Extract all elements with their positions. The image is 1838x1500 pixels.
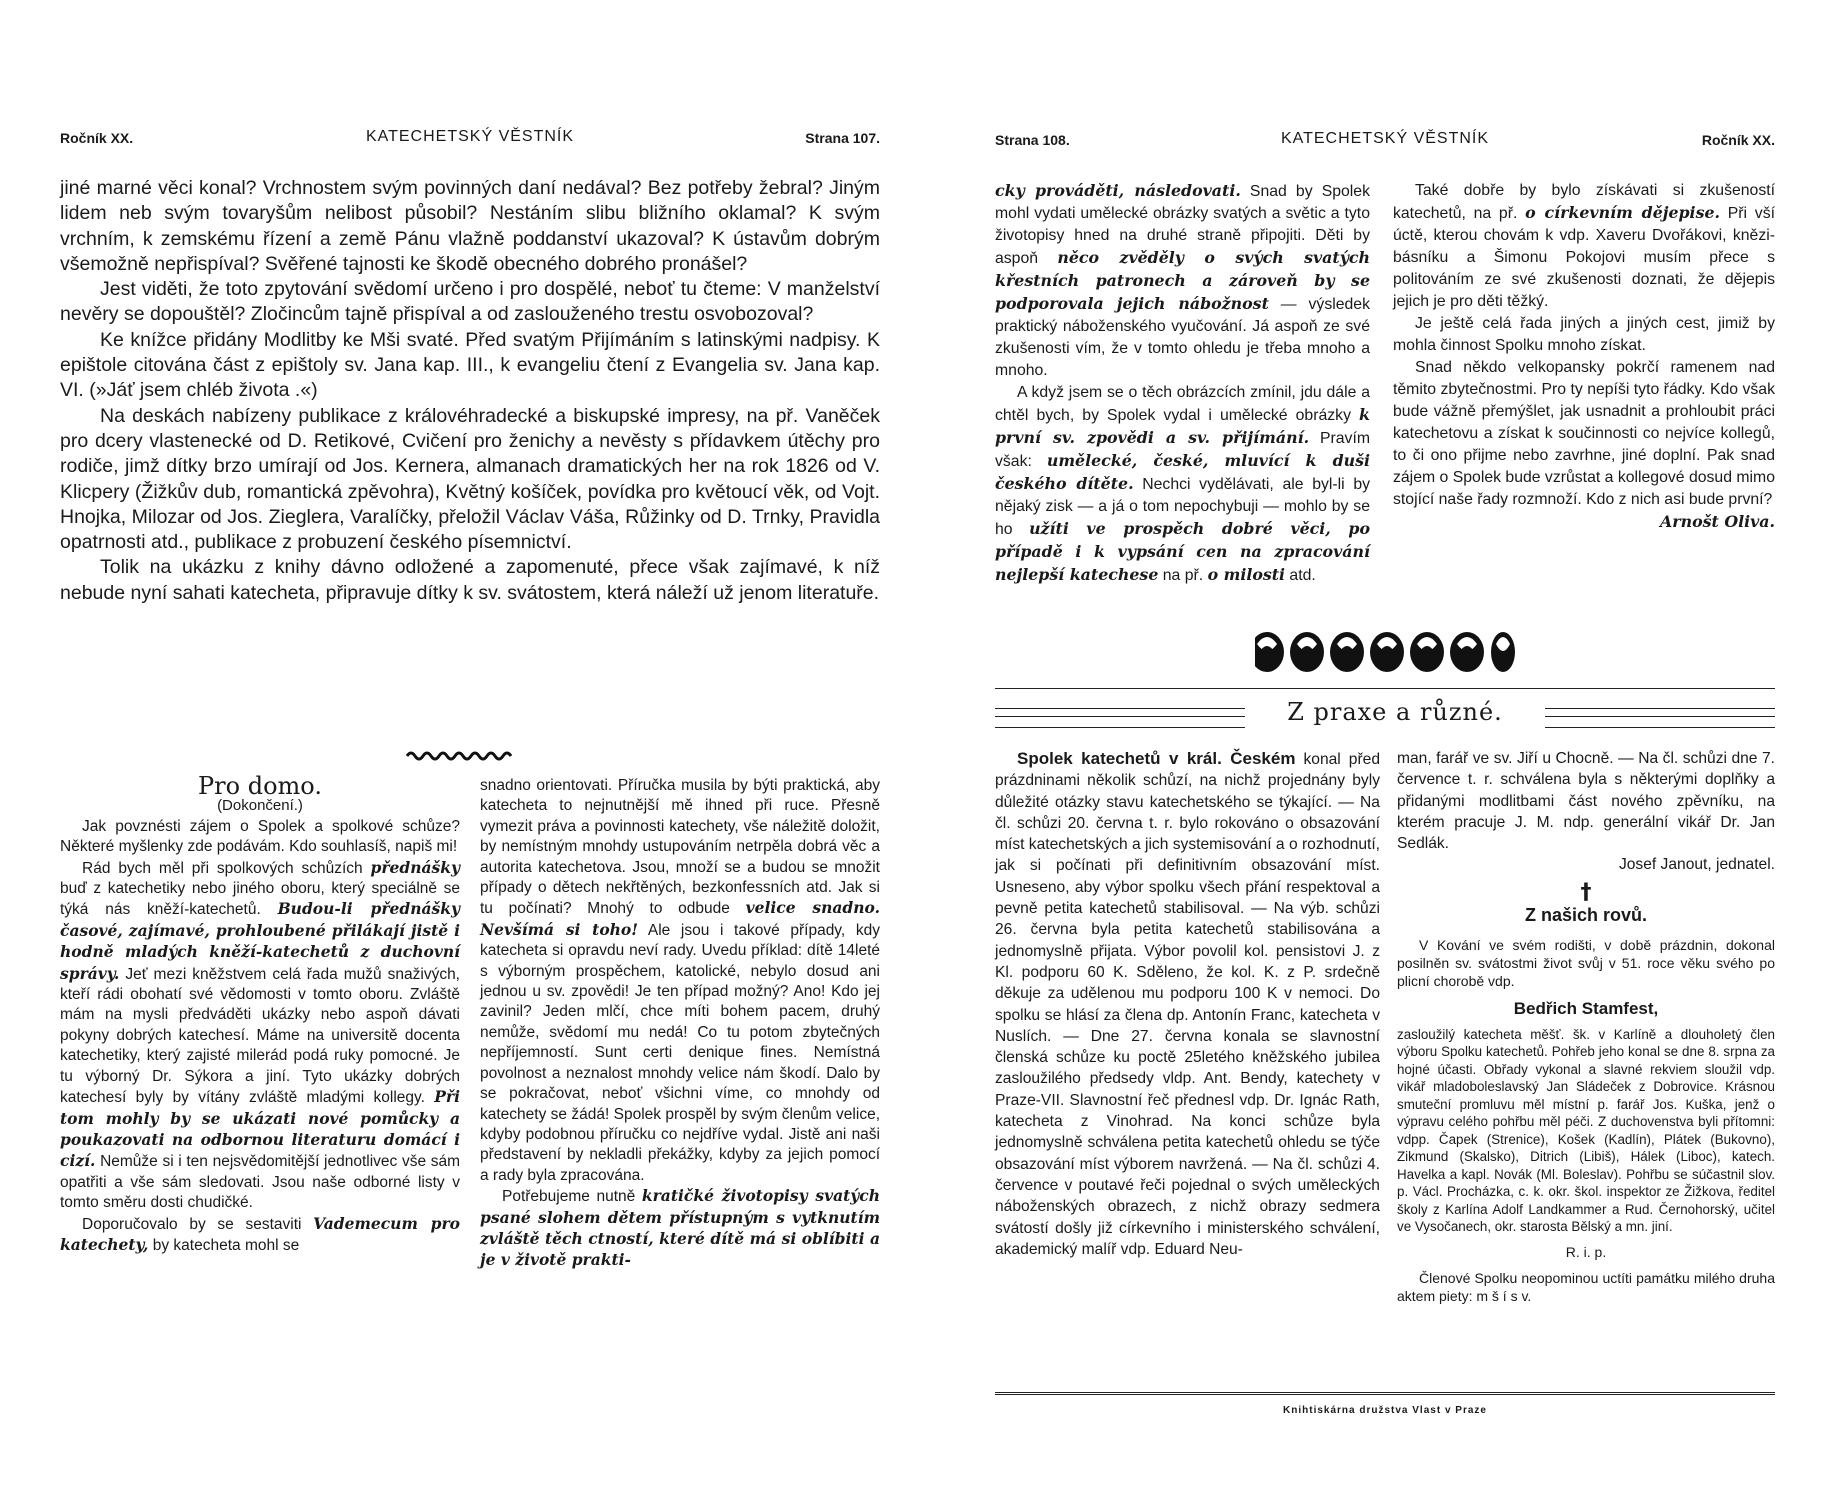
text: atd. xyxy=(1285,567,1316,584)
obituary-title: Z našich rovů. xyxy=(1524,905,1648,926)
text: Snad by Spolek mohl vydati umělecké obrázky svatých a světic a tyto životopisy hned na druhé straně připojiti. Děti by aspoň xyxy=(995,183,1370,267)
rip-text: R. i. p. xyxy=(1565,1243,1607,1260)
emphasis: o církevním dějepise. xyxy=(1525,203,1721,222)
footer-rule xyxy=(995,1392,1775,1395)
paragraph: Ke knížce přidány Modlitby ke Mši svaté. Před svatým Přijímáním s latinskými nadpisy. K epištole citována část z epištoly sv. Jana kap. III., k evangeliu čtení z Evangelia sv. Jana kap. VI. (»Jáť jsem chléb života .«) xyxy=(60,328,880,402)
cross-icon: † xyxy=(1580,879,1592,905)
text: Také dobře by bylo získávati si zkušeností katechetů, na př. xyxy=(1393,182,1775,222)
text: Při vší úctě, kterou chovám k vdp. Xaveru Dvořákovi, knězi-básníku a Šimonu Pokojovi musím přece s politováním ze své zkušenosti doznati, že dějepis jejich je pro děti těžký. xyxy=(1393,205,1775,310)
text: Potřebujeme nutně xyxy=(502,1188,642,1206)
wave-ornament xyxy=(405,749,515,763)
paragraph: V Kování ve svém rodišti, v době prázdnin, dokonal posilněn sv. svátostmi život svůj v 51. roce věku svého po plicní chorobě vdp. xyxy=(1397,937,1775,990)
text: Nechci vydělávati, ale byl-li by nějaký zisk — a já o tom nepochybuji — mohlo by se ho xyxy=(995,476,1370,538)
intro-text xyxy=(60,176,880,606)
news-col-1 xyxy=(995,748,1380,1260)
paragraph xyxy=(480,776,880,1186)
heading-rule-right xyxy=(1545,708,1775,728)
continuation-col-2 xyxy=(1393,180,1775,533)
emphasis: kratičké životopisy svatých psané slohem dětem přístupným s vytknutím zvláště těch ctností, které dítě má si oblíbiti a je v životě prakti- xyxy=(480,1186,880,1270)
printer-imprint: Knihtiskárna družstva Vlast v Praze xyxy=(1283,1405,1487,1416)
news-col-2 xyxy=(1397,748,1775,1305)
emphasis: užíti ve prospěch dobré věci, po případě i k vypsání cen na zpracování nejlepší katechese xyxy=(995,519,1370,584)
paragraph xyxy=(995,180,1370,382)
text: buď z katechetiky nebo jiného oboru, který speciálně se týká nás kněží-katechetů. xyxy=(60,880,460,919)
emphasis: něco zvěděly o svých svatých křestních patronech a zároveň by se podporovala jejich nábožnost xyxy=(995,248,1370,313)
paragraph: Na deskách nabízeny publikace z královéhradecké a biskupské impresy, na př. Vaněček pro dcery vlastenecké od D. Retikové, Cvičení pro ženichy a nevěsty s přídavkem útěchy pro rodiče, jimž dítky brzo umírají od Jos. Kernera, almanach dramatických her na rok 1826 od V. Klicpery (Žižkův dub, romantická zpěvohra), Květný košíček, povídka pro květoucí věk, od Vojt. Hnojka, Milozar od Jos. Zieglera, Varalíčky, přeložil Václav Váša, Růžinky od D. Trnky, Pravidla opatrnosti atd., publikace z probuzení českého písemnictví. xyxy=(60,404,880,554)
emphasis: umělecké, české, mluvící k duši českého dítěte. xyxy=(995,451,1370,493)
left-page xyxy=(60,0,880,1500)
journal-title: KATECHETSKÝ VĚSTNÍK xyxy=(1280,130,1490,147)
emphasis: velice snadno. Nevšímá si toho! xyxy=(480,898,880,939)
page-number: Strana 107. xyxy=(805,130,880,146)
emphasis: Vademecum pro katechety, xyxy=(60,1213,460,1254)
article-title: Pro domo. xyxy=(198,772,322,800)
running-header xyxy=(60,128,880,152)
article-subtitle: (Dokončení.) xyxy=(217,797,303,815)
emphasis: o milosti xyxy=(1207,565,1286,584)
secretary-signature: Josef Janout, jednatel. xyxy=(1618,856,1775,874)
emphasis: Budou-li přednášky časové, zajímavé, prohloubené přilákají jistě i hodně mladých kněží-katechetů z duchovní správy. xyxy=(60,899,460,983)
paragraph: Jak povznésti zájem o Spolek a spolkové schůze? Některé myšlenky zde podávám. Kdo souhlasíš, napiš mi! xyxy=(60,817,460,856)
right-page xyxy=(995,0,1775,1500)
paragraph xyxy=(480,1186,880,1272)
floral-ornament xyxy=(1255,622,1515,682)
paragraph xyxy=(60,858,460,1214)
deceased-name: Bedřich Stamfest, xyxy=(1513,999,1659,1019)
author-signature: Arnošt Oliva. xyxy=(1660,512,1775,531)
paragraph: Členové Spolku neopominou uctíti památku milého druha aktem piety: m š í s v. xyxy=(1397,1269,1775,1304)
paragraph: Tolik na ukázku z knihy dávno odložené a zapomenuté, přece však zajímavé, k níž nebude nyní sahati katecheta, připravuje dítky k sv. svátostem, která náleží už jenom literatuře. xyxy=(60,556,880,604)
text: Doporučovalo by se sestaviti xyxy=(82,1215,314,1233)
text: Rád bych měl při spolkových schůzích xyxy=(82,859,371,877)
text: na př. xyxy=(1158,567,1208,584)
paragraph xyxy=(1393,180,1775,313)
text: A když jsem se o těch obrázcích zmínil, jdu dále a chtěl bych, by Spolek vydal i umělecké obrázky xyxy=(995,384,1370,424)
emphasis: Při tom mohly by se ukázati nové pomůcky a poukazovati na odbornou literaturu domácí i cizí. xyxy=(60,1087,460,1171)
news-headline: Spolek katechetů v král. Českém xyxy=(1017,749,1296,768)
volume-label: Ročník XX. xyxy=(1701,132,1775,148)
page-number: Strana 108. xyxy=(995,132,1070,148)
paragraph: Jest viděti, že toto zpytování svědomí určeno i pro dospělé, neboť tu čteme: V manželství nevěry se dopouštěl? Zločincům tajně přispíval a od zaslouženého trestu osvobozoval? xyxy=(60,278,880,326)
continuation-col-1 xyxy=(995,180,1370,587)
section-heading xyxy=(995,694,1775,744)
paragraph: Snad někdo velkopansky pokrčí ramenem nad těmito zbytečnostmi. Pro ty nepíši tyto řádky. Kdo však bude vážně přemýšlet, jak usnadnit a prohloubit práci katechetovu a získat k součinnosti co nejvíce kollegů, to či ono přijme nebo zavrhne, jiné doplní. Pak snad zájem o Spolek bude vzrůstat a kollegové dosud mimo stojící naše řady rozmnoží. Kdo z nich asi bude první? xyxy=(1393,359,1775,508)
paragraph: man, farář ve sv. Jiří u Chocně. — Na čl. schůzi dne 7. července t. r. schválena byla s některými doplňky a přidanými modlitbami část nového zpěvníku, na kterém pracuje J. M. ndp. generální vikář Dr. Jan Sedlák. xyxy=(1397,750,1775,853)
emphasis: cky prováděti, následovati. xyxy=(995,181,1241,200)
text: Jeť mezi kněžstvem celá řada mužů snaživých, kteří rádi obohatí své vědomosti v tomto oboru. Zvláště mám na mysli předváděti ukázky nebo aspoň dávati pokyny dobrých katechesí. Máme na universitě docenta katechetiky, který zajisté milerád podá ruky pomocné. Je tu výborný Dr. Sýkora a jiní. Tyto ukázky dobrých katechesí byly by vítány zvláště mladými kollegy. xyxy=(60,965,460,1107)
paragraph xyxy=(60,1214,460,1257)
paragraph: Je ještě celá řada jiných a jiných cest, jimiž by mohla činnost Spolku mnoho získat. xyxy=(1393,315,1775,354)
section-top-rule xyxy=(995,688,1775,689)
emphasis: k první sv. zpovědi a sv. přijímání. xyxy=(995,405,1370,447)
text: Ale jsou i takové případy, kdy katecheta si opravdu neví rady. Uvedu příklad: dítě 14leté s výborným prospěchem, katolické, nebylo dosud ani jednou u sv. zpovědi! Je ten případ možný? Ano! Kdo jej zavinil? Jeden mlčí, chce míti bohem pacem, druhý nemůže, svědomí mu nedá! Co tu potom zbytečných nepříjemností. Sunt certi denique fines. Nemístná povolnost a neznalost mnohdy velice nám škodí. Dalo by se pokračovat, neboť všichni víme, co mnohdy od katechety se žádá! Spolek prospěl by svým členům velice, kdyby podobnou příručku co nejdříve vydal. Jistě ani naši představení by nekladli překážky, kdyby za jejich pomocí a rady byla zpracována. xyxy=(480,921,880,1184)
text: snadno orientovati. Příručka musila by býti praktická, aby katecheta to nejnutnější mě ihned při ruce. Přesně vymezit práva a povinnosti katechety, vše náležitě doložit, by nemístným mnohdy ustupováním netrpěla dobrá věc a autorita katechetova. Jsou, množí se a budou se množit případy o dětech nekřtěných, bezkonfessních atd. Jak si tu počínati? Mnohý to odbude xyxy=(480,777,880,918)
text: — výsledek praktický náboženského vyučování. Já aspoň ze své zkušenosti vím, že v tomto ohledu je třeba mnoho a mnoho. xyxy=(995,296,1370,379)
journal-title: KATECHETSKÝ VĚSTNÍK xyxy=(365,128,575,145)
section-title: Z praxe a různé. xyxy=(1287,698,1503,726)
paragraph xyxy=(995,382,1370,587)
text: Pravím však: xyxy=(995,430,1370,470)
heading-rule-left xyxy=(995,708,1245,728)
emphasis: přednášky xyxy=(370,857,460,877)
article-col-2 xyxy=(480,776,880,1272)
text: Nemůže si i ten nejsvědomitější jednotlivec vše sám opatřiti a vše sám sledovati. Jsou naše odborné listy v tomto směru dosti chudičké. xyxy=(60,1153,460,1212)
text: by katecheta mohl se xyxy=(148,1236,300,1254)
running-header xyxy=(995,130,1775,154)
article-col-1 xyxy=(60,772,460,1256)
paragraph: zasloužilý katecheta měšť. šk. v Karlíně a dlouholetý člen výboru Spolku katechetů. Pohřeb jeho konal se dne 8. srpna za hojné účasti. Obřady vykonal a slavné rekviem sloužil vdp. vikář mladoboleslavský Jan Sládeček z Dobrovice. Krásnou smuteční promluvu měl místní p. farář Jos. Kuška, jenž o výpravu celého pohřbu měl péči. Z duchovenstva byli přítomni: vdpp. Čapek (Strenice), Košek (Kadlín), Plátek (Bukovno), Zikmund (Skalsko), Ditrich (Libiš), Hálek (Liboc), katech. Havelka a kapl. Novák (Ml. Boleslav). Pohřbu se súčastnil slov. p. Václ. Procházka, c. k. okr. škol. inspektor ze Žižkova, ředitel školy z Karlína Adolf Landkammer a Rud. Černohorský, učitel ve Vysočanech, okr. starosta Bělský a mn. jiní. xyxy=(1397,1026,1775,1235)
paragraph: jiné marné věci konal? Vrchnostem svým povinných daní nedával? Bez potřeby žebral? Jiným lidem neb svým tovaryšům nelibost působil? Nestáním slibu bližního oklamal? K svým vrchním, k zemskému řízení a země Pánu vlažně poddanství ukazoval? K ústavům dobrým všemožně nepřispíval? Svěřené tajnosti ke škodě obecného dobrého pronášel? xyxy=(60,177,880,275)
volume-label: Ročník XX. xyxy=(60,130,134,146)
text: konal před prázdninami několik schůzí, na nichž projednány byly důležité otázky stavu katechetského se týkající. — Na čl. schůzi 20. června t. r. bylo rokováno o obsazování míst katechetských a jich systemisování a o rozhodnutí, jak si počínati při definitivním obsazování míst. Usneseno, aby výbor spolku všech přání respektoval a pevně petita katechetů stabilisoval. — Na výb. schůzi 26. června byla petita katechetů stabilisována a jednomyslně přijata. Výbor povolil kol. pensistovi J. z Kl. podporu 60 K. Sděleno, že kol. K. z P. srdečně děkuje za udělenou mu podporu 100 K v nemoci. Do spolku se hlásí za člena dp. Antonín Franc, katecheta v Nuslích. — Dne 27. června konala se slavnostní členská schůze ku poctě 25letého kněžského jubilea zasloužilého předsedy vldp. Ant. Bendy, katechety v Praze-VII. Slavnostní řeč přednesl vdp. Dr. Ignác Rath, katecheta z Vinohrad. Na konci schůze byla jednomyslně schválena petita katechetů ohledu se týče obsazování míst výborem navržená. — Na čl. schůzi 4. července v poutavé řeči pojednal o svých uměleckých náboženských obrazech, z nichž obrazy sedmera svátostí došly již církevního i ministerského schválení, akademický malíř vdp. Eduard Neu- xyxy=(995,751,1380,1258)
paragraph xyxy=(995,748,1380,1260)
